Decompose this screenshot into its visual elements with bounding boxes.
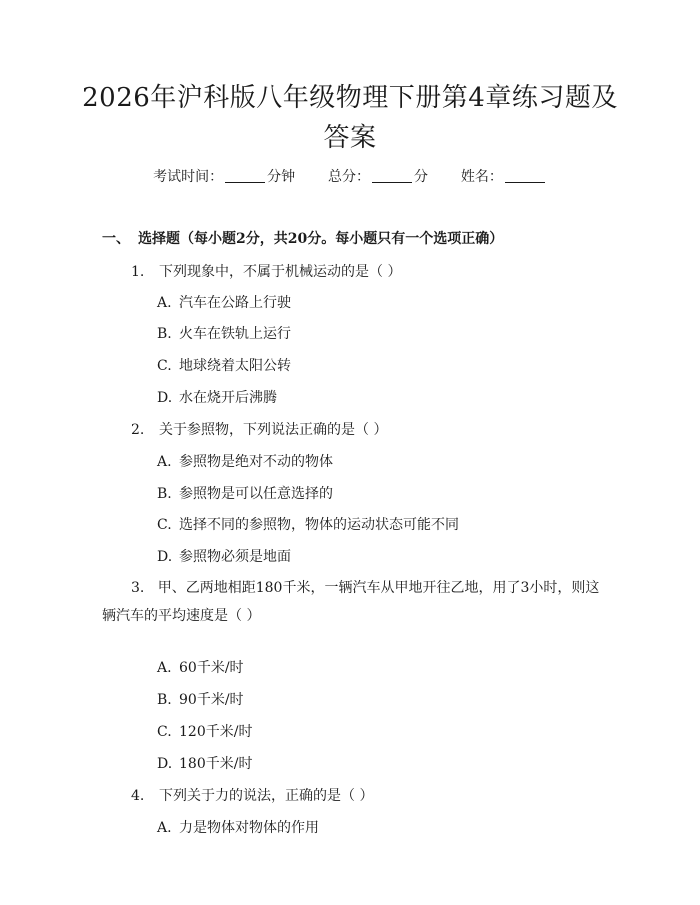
question-item xyxy=(131,420,387,440)
exam-time-unit: 分钟 xyxy=(267,169,296,185)
question-number: 1. xyxy=(131,264,145,280)
option-item xyxy=(157,754,252,774)
question-item xyxy=(131,786,373,806)
option-letter: D. xyxy=(157,756,173,772)
option-text: 参照物是可以任意选择的 xyxy=(179,486,333,502)
total-score-unit: 分 xyxy=(414,169,428,185)
question-item xyxy=(131,262,401,282)
option-text: 水在烧开后沸腾 xyxy=(179,390,277,406)
option-letter: C. xyxy=(157,724,172,740)
total-score-blank xyxy=(372,168,412,183)
option-text: 地球绕着太阳公转 xyxy=(179,358,291,374)
option-item xyxy=(157,356,291,376)
option-item xyxy=(157,388,277,408)
option-letter: A. xyxy=(157,660,172,676)
document-title: 2026年沪科版八年级物理下册第4章练习题及答案 xyxy=(82,83,618,153)
exam-time-field xyxy=(153,167,295,187)
option-text: 力是物体对物体的作用 xyxy=(179,820,319,836)
option-item xyxy=(157,293,291,313)
option-letter: A. xyxy=(157,454,172,470)
question-number: 3. xyxy=(131,580,145,596)
option-item xyxy=(157,818,319,838)
option-letter: A. xyxy=(157,295,172,311)
exam-time-blank xyxy=(225,168,265,183)
question-text: 下列现象中，不属于机械运动的是（ ） xyxy=(159,264,402,280)
option-text: 参照物是绝对不动的物体 xyxy=(179,454,333,470)
option-letter: B. xyxy=(157,692,172,708)
student-name-label: 姓名： xyxy=(460,169,503,185)
option-item xyxy=(157,690,244,710)
option-letter: B. xyxy=(157,486,172,502)
option-letter: C. xyxy=(157,517,172,533)
exam-meta-line xyxy=(0,167,700,187)
question-text: 甲、乙两地相距180千米，一辆汽车从甲地开往乙地，用了3小时，则这辆汽车的平均速度是（ ） xyxy=(102,580,600,624)
section-title: 选择题（每小题2分，共20分。每小题只有一个选项正确） xyxy=(138,231,504,247)
option-letter: D. xyxy=(157,390,173,406)
option-text: 汽车在公路上行驶 xyxy=(179,295,291,311)
total-score-field xyxy=(328,167,428,187)
exam-time-label: 考试时间： xyxy=(153,169,224,185)
option-text: 60千米/时 xyxy=(179,660,244,676)
option-text: 180千米/时 xyxy=(179,756,253,772)
option-letter: B. xyxy=(157,326,172,342)
option-item xyxy=(157,452,333,472)
question-item xyxy=(102,574,602,630)
question-number: 2. xyxy=(131,422,145,438)
option-text: 选择不同的参照物，物体的运动状态可能不同 xyxy=(179,517,459,533)
section-heading xyxy=(102,229,503,249)
option-item xyxy=(157,722,252,742)
option-item xyxy=(157,547,291,567)
question-text: 关于参照物，下列说法正确的是（ ） xyxy=(159,422,388,438)
option-text: 120千米/时 xyxy=(179,724,253,740)
question-text: 下列关于力的说法，正确的是（ ） xyxy=(159,788,374,804)
section-number: 一、 xyxy=(102,231,130,247)
option-text: 参照物必须是地面 xyxy=(179,549,291,565)
option-text: 火车在铁轨上运行 xyxy=(179,326,291,342)
option-text: 90千米/时 xyxy=(179,692,244,708)
option-item xyxy=(157,324,291,344)
total-score-label: 总分： xyxy=(328,169,370,185)
option-letter: D. xyxy=(157,549,173,565)
student-name-field xyxy=(461,167,547,187)
question-number: 4. xyxy=(131,788,145,804)
option-item xyxy=(157,515,459,535)
option-item xyxy=(157,658,244,678)
option-item xyxy=(157,484,333,504)
option-letter: A. xyxy=(157,820,172,836)
student-name-blank xyxy=(505,168,545,183)
option-letter: C. xyxy=(157,358,172,374)
